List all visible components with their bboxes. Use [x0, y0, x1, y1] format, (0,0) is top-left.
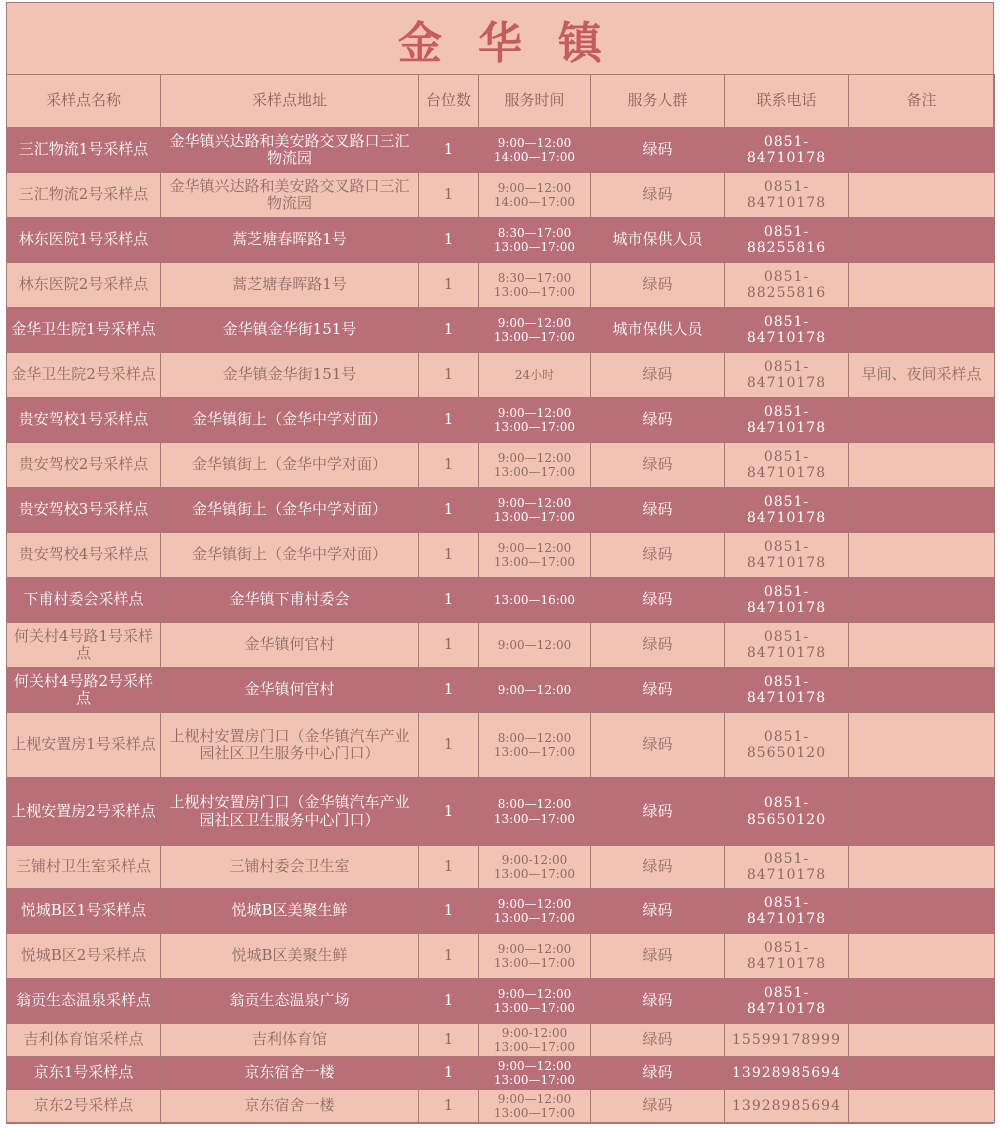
cell-count: 1	[419, 443, 479, 488]
cell-count: 1	[419, 218, 479, 263]
table-row	[7, 443, 995, 488]
cell-phone: 0851-88255816	[725, 218, 849, 263]
cell-time	[479, 713, 591, 778]
cell-note	[849, 128, 995, 173]
time-line-2: 13:00—17:00	[493, 745, 576, 759]
cell-name: 三铺村卫生室采样点	[7, 846, 161, 889]
cell-phone: 0851-84710178	[725, 533, 849, 578]
table-row	[7, 128, 995, 173]
cell-name: 金华卫生院1号采样点	[7, 308, 161, 353]
cell-address: 金华镇兴达路和美安路交叉路口三汇物流园	[161, 173, 419, 218]
cell-phone: 0851-84710178	[725, 443, 849, 488]
cell-address: 金华镇街上（金华中学对面）	[161, 488, 419, 533]
cell-time	[479, 443, 591, 488]
table-row	[7, 846, 995, 889]
cell-address: 蒿芝塘春晖路1号	[161, 218, 419, 263]
cell-group: 绿码	[591, 398, 725, 443]
cell-note	[849, 846, 995, 889]
cell-group: 绿码	[591, 979, 725, 1024]
time-line-1: 9:00—12:00	[497, 941, 572, 956]
cell-group: 绿码	[591, 263, 725, 308]
time-line-1: 9:00—12:00	[497, 637, 572, 652]
cell-note	[849, 578, 995, 623]
cell-note	[849, 173, 995, 218]
cell-phone: 0851-84710178	[725, 623, 849, 668]
header-name: 采样点名称	[7, 75, 161, 128]
time-line-1: 9:00—12:00	[497, 495, 572, 510]
cell-count: 1	[419, 1090, 479, 1123]
cell-name: 吉利体育馆采样点	[7, 1024, 161, 1057]
time-line-2: 14:00—17:00	[493, 195, 576, 209]
cell-phone: 0851-84710178	[725, 353, 849, 398]
table-row	[7, 623, 995, 668]
cell-group: 绿码	[591, 1090, 725, 1123]
cell-address: 金华镇何官村	[161, 668, 419, 713]
cell-time	[479, 308, 591, 353]
time-line-1: 9:00-12:00	[501, 852, 568, 867]
cell-phone: 0851-84710178	[725, 979, 849, 1024]
cell-note	[849, 668, 995, 713]
cell-time	[479, 488, 591, 533]
cell-time	[479, 173, 591, 218]
time-line-1: 9:00—12:00	[497, 682, 572, 697]
cell-address: 金华镇街上（金华中学对面）	[161, 533, 419, 578]
cell-address: 翁贡生态温泉广场	[161, 979, 419, 1024]
table-row	[7, 173, 995, 218]
cell-note	[849, 1024, 995, 1057]
cell-address: 金华镇街上（金华中学对面）	[161, 398, 419, 443]
cell-time	[479, 623, 591, 668]
cell-name: 京东2号采样点	[7, 1090, 161, 1123]
sampling-table	[6, 74, 995, 1123]
time-line-1: 13:00—16:00	[493, 592, 576, 607]
cell-address: 上枧村安置房门口（金华镇汽车产业园社区卫生服务中心门口）	[161, 778, 419, 846]
time-line-2: 13:00—17:00	[493, 465, 576, 479]
cell-count: 1	[419, 308, 479, 353]
cell-name: 下甫村委会采样点	[7, 578, 161, 623]
cell-phone: 0851-84710178	[725, 578, 849, 623]
time-line-1: 24小时	[514, 367, 555, 382]
cell-address: 京东宿舍一楼	[161, 1057, 419, 1090]
cell-note	[849, 623, 995, 668]
time-line-2: 13:00—17:00	[493, 420, 576, 434]
cell-address: 金华镇街上（金华中学对面）	[161, 443, 419, 488]
cell-note	[849, 398, 995, 443]
cell-address: 金华镇兴达路和美安路交叉路口三汇物流园	[161, 128, 419, 173]
cell-phone: 0851-84710178	[725, 128, 849, 173]
cell-name: 三汇物流2号采样点	[7, 173, 161, 218]
time-line-2: 13:00—17:00	[493, 1040, 576, 1054]
cell-group: 绿码	[591, 846, 725, 889]
cell-time	[479, 846, 591, 889]
cell-count: 1	[419, 128, 479, 173]
cell-name: 林东医院1号采样点	[7, 218, 161, 263]
cell-address: 蒿芝塘春晖路1号	[161, 263, 419, 308]
cell-phone: 0851-84710178	[725, 308, 849, 353]
time-line-2: 13:00—17:00	[493, 510, 576, 524]
cell-note: 早间、夜间采样点	[849, 353, 995, 398]
cell-name: 贵安驾校2号采样点	[7, 443, 161, 488]
cell-name: 林东医院2号采样点	[7, 263, 161, 308]
table-row	[7, 979, 995, 1024]
cell-group: 绿码	[591, 353, 725, 398]
cell-note	[849, 889, 995, 934]
cell-count: 1	[419, 1024, 479, 1057]
cell-time	[479, 1090, 591, 1123]
cell-count: 1	[419, 353, 479, 398]
cell-phone: 0851-84710178	[725, 889, 849, 934]
cell-phone: 0851-85650120	[725, 713, 849, 778]
header-group: 服务人群	[591, 75, 725, 128]
cell-name: 何关村4号路1号采样点	[7, 623, 161, 668]
time-line-2: 14:00—17:00	[493, 150, 576, 164]
time-line-2: 13:00—17:00	[493, 911, 576, 925]
cell-address: 金华镇金华街151号	[161, 353, 419, 398]
cell-count: 1	[419, 533, 479, 578]
table-row	[7, 263, 995, 308]
cell-time	[479, 263, 591, 308]
cell-note	[849, 443, 995, 488]
time-line-1: 8:30—17:00	[497, 270, 572, 285]
table-row	[7, 533, 995, 578]
cell-group: 绿码	[591, 934, 725, 979]
cell-time	[479, 578, 591, 623]
cell-name: 贵安驾校1号采样点	[7, 398, 161, 443]
table-row	[7, 353, 995, 398]
time-line-2: 13:00—17:00	[493, 1073, 576, 1087]
table-row	[7, 398, 995, 443]
cell-phone: 0851-85650120	[725, 778, 849, 846]
time-line-2: 13:00—17:00	[493, 555, 576, 569]
table-row	[7, 1090, 995, 1123]
cell-note	[849, 778, 995, 846]
cell-count: 1	[419, 889, 479, 934]
header-count: 台位数	[419, 75, 479, 128]
cell-note	[849, 533, 995, 578]
time-line-1: 9:00—12:00	[497, 986, 572, 1001]
cell-time	[479, 1024, 591, 1057]
cell-name: 何关村4号路2号采样点	[7, 668, 161, 713]
table-row	[7, 1024, 995, 1057]
time-line-1: 8:00—12:00	[497, 797, 572, 812]
cell-address: 三铺村委会卫生室	[161, 846, 419, 889]
cell-group: 绿码	[591, 668, 725, 713]
table-row	[7, 578, 995, 623]
cell-count: 1	[419, 398, 479, 443]
cell-time	[479, 889, 591, 934]
header-time: 服务时间	[479, 75, 591, 128]
schedule-sheet	[6, 2, 994, 1124]
time-line-1: 9:00—12:00	[497, 135, 572, 150]
cell-note	[849, 308, 995, 353]
cell-group: 绿码	[591, 578, 725, 623]
table-row	[7, 218, 995, 263]
cell-address: 悦城B区美聚生鲜	[161, 934, 419, 979]
cell-group: 绿码	[591, 1024, 725, 1057]
cell-name: 上枧安置房2号采样点	[7, 778, 161, 846]
header-note: 备注	[849, 75, 995, 128]
cell-address: 金华镇下甫村委会	[161, 578, 419, 623]
cell-count: 1	[419, 488, 479, 533]
cell-group: 绿码	[591, 1057, 725, 1090]
time-line-1: 9:00-12:00	[501, 1025, 568, 1040]
time-line-2: 13:00—17:00	[493, 1001, 576, 1015]
cell-count: 1	[419, 173, 479, 218]
cell-count: 1	[419, 623, 479, 668]
cell-phone: 0851-84710178	[725, 488, 849, 533]
cell-phone: 0851-88255816	[725, 263, 849, 308]
cell-address: 金华镇金华街151号	[161, 308, 419, 353]
cell-note	[849, 1057, 995, 1090]
cell-name: 上枧安置房1号采样点	[7, 713, 161, 778]
time-line-2: 13:00—17:00	[493, 285, 576, 299]
cell-group: 城市保供人员	[591, 218, 725, 263]
cell-count: 1	[419, 1057, 479, 1090]
cell-count: 1	[419, 979, 479, 1024]
table-body	[7, 128, 995, 1123]
cell-name: 悦城B区2号采样点	[7, 934, 161, 979]
cell-name: 金华卫生院2号采样点	[7, 353, 161, 398]
cell-group: 绿码	[591, 778, 725, 846]
time-line-1: 8:00—12:00	[497, 730, 572, 745]
cell-address: 悦城B区美聚生鲜	[161, 889, 419, 934]
table-row	[7, 889, 995, 934]
cell-phone: 0851-84710178	[725, 173, 849, 218]
cell-group: 城市保供人员	[591, 308, 725, 353]
cell-count: 1	[419, 778, 479, 846]
cell-count: 1	[419, 713, 479, 778]
cell-name: 京东1号采样点	[7, 1057, 161, 1090]
cell-count: 1	[419, 263, 479, 308]
time-line-2: 13:00—17:00	[493, 811, 576, 826]
time-line-2: 13:00—17:00	[493, 1106, 576, 1120]
header-row	[7, 75, 995, 128]
cell-group: 绿码	[591, 623, 725, 668]
header-address: 采样点地址	[161, 75, 419, 128]
time-line-1: 9:00—12:00	[497, 1091, 572, 1106]
table-row	[7, 488, 995, 533]
cell-count: 1	[419, 846, 479, 889]
header-phone: 联系电话	[725, 75, 849, 128]
cell-name: 贵安驾校3号采样点	[7, 488, 161, 533]
time-line-2: 13:00—17:00	[493, 956, 576, 970]
table-row	[7, 308, 995, 353]
cell-name: 悦城B区1号采样点	[7, 889, 161, 934]
cell-time	[479, 218, 591, 263]
time-line-1: 9:00—12:00	[497, 405, 572, 420]
cell-address: 金华镇何官村	[161, 623, 419, 668]
cell-time	[479, 533, 591, 578]
cell-group: 绿码	[591, 443, 725, 488]
time-line-2: 13:00—17:00	[493, 240, 576, 254]
cell-name: 三汇物流1号采样点	[7, 128, 161, 173]
table-row	[7, 668, 995, 713]
cell-group: 绿码	[591, 488, 725, 533]
cell-time	[479, 668, 591, 713]
table-row	[7, 1057, 995, 1090]
cell-phone: 13928985694	[725, 1057, 849, 1090]
cell-group: 绿码	[591, 128, 725, 173]
cell-time	[479, 128, 591, 173]
time-line-1: 8:30—17:00	[497, 225, 572, 240]
cell-note	[849, 218, 995, 263]
cell-phone: 15599178999	[725, 1024, 849, 1057]
cell-group: 绿码	[591, 173, 725, 218]
time-line-1: 9:00—12:00	[497, 896, 572, 911]
cell-group: 绿码	[591, 889, 725, 934]
cell-phone: 13928985694	[725, 1090, 849, 1123]
cell-note	[849, 713, 995, 778]
time-line-2: 13:00—17:00	[493, 330, 576, 344]
cell-note	[849, 979, 995, 1024]
cell-note	[849, 488, 995, 533]
cell-time	[479, 1057, 591, 1090]
table-row	[7, 778, 995, 846]
cell-time	[479, 934, 591, 979]
cell-time	[479, 778, 591, 846]
cell-phone: 0851-84710178	[725, 846, 849, 889]
cell-phone: 0851-84710178	[725, 934, 849, 979]
cell-address: 吉利体育馆	[161, 1024, 419, 1057]
cell-time	[479, 979, 591, 1024]
page-title: 金华镇	[7, 3, 993, 75]
time-line-1: 9:00—12:00	[497, 180, 572, 195]
cell-time	[479, 398, 591, 443]
cell-address: 上枧村安置房门口（金华镇汽车产业园社区卫生服务中心门口）	[161, 713, 419, 778]
cell-phone: 0851-84710178	[725, 398, 849, 443]
table-row	[7, 934, 995, 979]
cell-note	[849, 1090, 995, 1123]
cell-count: 1	[419, 934, 479, 979]
time-line-2: 13:00—17:00	[493, 867, 576, 881]
cell-group: 绿码	[591, 713, 725, 778]
cell-note	[849, 263, 995, 308]
cell-address: 京东宿舍一楼	[161, 1090, 419, 1123]
cell-group: 绿码	[591, 533, 725, 578]
cell-phone: 0851-84710178	[725, 668, 849, 713]
cell-name: 翁贡生态温泉采样点	[7, 979, 161, 1024]
time-line-1: 9:00—12:00	[497, 1058, 572, 1073]
cell-count: 1	[419, 578, 479, 623]
time-line-1: 9:00—12:00	[497, 450, 572, 465]
table-row	[7, 713, 995, 778]
cell-count: 1	[419, 668, 479, 713]
time-line-1: 9:00—12:00	[497, 540, 572, 555]
time-line-1: 9:00—12:00	[497, 315, 572, 330]
cell-time	[479, 353, 591, 398]
cell-note	[849, 934, 995, 979]
cell-name: 贵安驾校4号采样点	[7, 533, 161, 578]
